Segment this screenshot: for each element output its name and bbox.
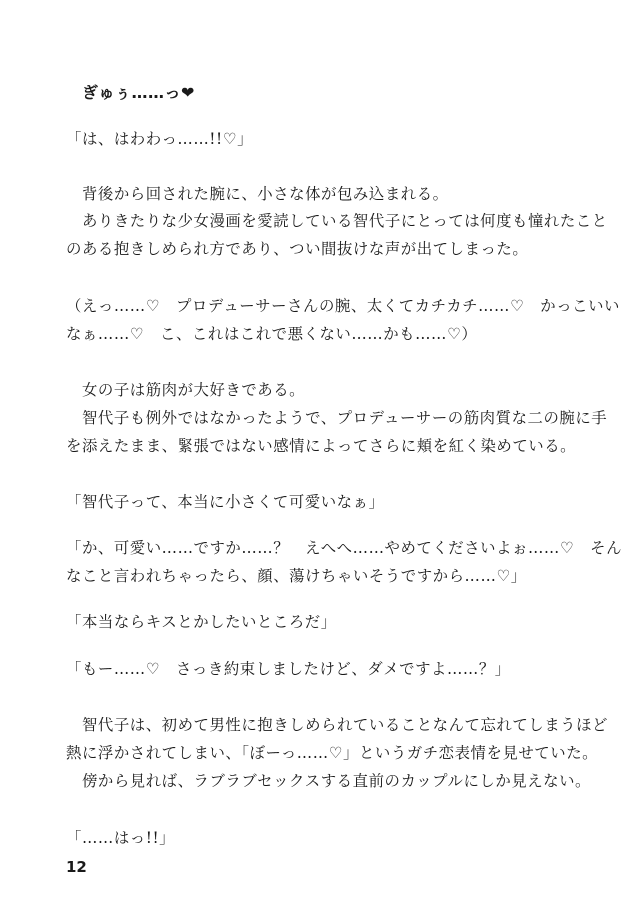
text-line: 背後から回された腕に、小さな体が包み込まれる。 bbox=[66, 185, 449, 203]
text-line: 「は、はわわっ……!!♡」 bbox=[66, 130, 254, 148]
text-line: 「もー……♡ さっき約束しましたけど、ダメですよ……？」 bbox=[66, 660, 511, 678]
sound-effect-heading: ぎゅぅ……っ❤ bbox=[82, 83, 195, 102]
text-line: 傍から見れば、ラブラブセックスする直前のカップルにしか見えない。 bbox=[66, 772, 591, 790]
text-line: を添えたまま、緊張ではない感情によってさらに頬を紅く染めている。 bbox=[66, 437, 577, 455]
text-line: 「……はっ!!」 bbox=[66, 829, 176, 847]
text-line: ありきたりな少女漫画を愛読している智代子にとっては何度も憧れたこと bbox=[66, 212, 608, 230]
text-line: のある抱きしめられ方であり、つい間抜けな声が出てしまった。 bbox=[66, 240, 529, 258]
text-line: 「智代子って、本当に小さくて可愛いなぁ」 bbox=[66, 493, 385, 511]
text-line: 「か、可愛い……ですか……？ えへへ……やめてくださいよぉ……♡ そん bbox=[66, 539, 623, 557]
text-line: なぁ……♡ こ、これはこれで悪くない……かも……♡） bbox=[66, 325, 478, 343]
text-line: なこと言われちゃったら、顔、蕩けちゃいそうですから……♡」 bbox=[66, 567, 527, 585]
text-line: 智代子も例外ではなかったようで、プロデューサーの筋肉質な二の腕に手 bbox=[66, 409, 608, 427]
text-line: 熱に浮かされてしまい、「ぼーっ……♡」というガチ恋表情を見せていた。 bbox=[66, 744, 599, 762]
text-line: 智代子は、初めて男性に抱きしめられていることなんて忘れてしまうほど bbox=[66, 716, 608, 734]
text-line: （えっ……♡ プロデューサーさんの腕、太くてカチカチ……♡ かっこいい bbox=[66, 297, 620, 315]
text-line: 女の子は筋肉が大好きである。 bbox=[66, 381, 306, 399]
page-number: 12 bbox=[66, 858, 87, 876]
text-line: 「本当ならキスとかしたいところだ」 bbox=[66, 613, 337, 631]
